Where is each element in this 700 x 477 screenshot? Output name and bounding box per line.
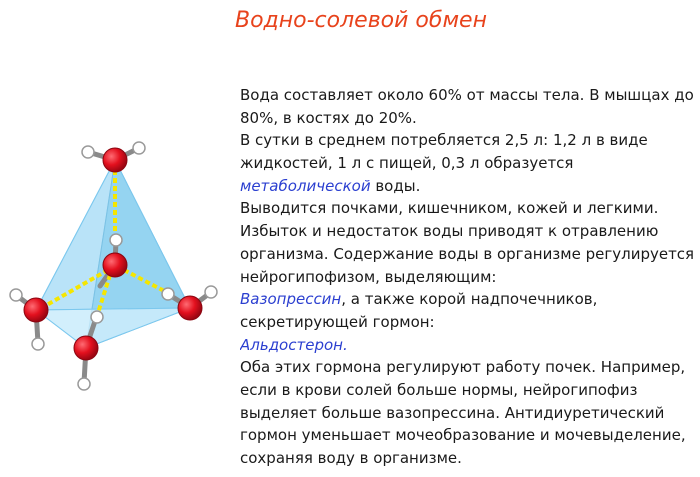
text-line (240, 288, 700, 311)
text-line (240, 266, 700, 289)
text-line (240, 84, 700, 107)
text-line (240, 356, 700, 379)
text-line (240, 129, 700, 152)
highlighted-term: Вазопрессин (240, 290, 342, 309)
text-line (240, 152, 700, 175)
text-segment: В сутки в среднем потребляется 2,5 л: 1,2 л в виде (240, 131, 648, 150)
text-segment: секретирующей гормон: (240, 312, 435, 331)
text-line (240, 447, 700, 470)
text-segment: 80%, в костях до 20%. (240, 108, 417, 127)
text-segment: если в крови солей больше нормы, нейрогипофиз (240, 380, 638, 399)
text-segment: сохраняя воду в организме. (240, 449, 462, 467)
pyramid-base (36, 308, 190, 348)
text-line (240, 175, 700, 198)
text-line (240, 220, 700, 243)
text-segment: воды. (370, 176, 421, 195)
highlighted-term: Альдостерон. (240, 335, 348, 354)
text-line (240, 334, 700, 357)
text-line (240, 379, 700, 402)
text-line (240, 424, 700, 447)
text-segment: жидкостей, 1 л с пищей, 0,3 л образуется (240, 154, 574, 173)
body-text (240, 84, 700, 470)
text-segment: Избыток и недостаток воды приводят к отравлению (240, 222, 659, 241)
text-line (240, 197, 700, 220)
text-segment: , а также корой надпочечников, (341, 290, 598, 309)
text-segment: Вода составляет около 60% от массы тела. В мышцах до (240, 86, 694, 104)
text-line (240, 402, 700, 425)
text-segment: Выводится почками, кишечником, кожей и легкими. (240, 199, 659, 218)
slide-title: Водно-солевой обмен (235, 8, 487, 33)
text-segment: выделяет больше вазопрессина. Антидиуретический (240, 403, 665, 422)
text-line (240, 243, 700, 266)
text-line (240, 311, 700, 334)
highlighted-term: метаболической (240, 176, 371, 195)
text-segment: нейрогипофизом, выделяющим: (240, 267, 497, 286)
text-segment: организма. Содержание воды в организме регулируется (240, 244, 695, 263)
water-tetrahedron-molecule-diagram (0, 130, 235, 400)
text-line (240, 107, 700, 130)
text-segment: Оба этих гормона регулируют работу почек. Например, (240, 358, 686, 377)
text-segment: гормон уменьшает мочеобразование и мочевыделение, (240, 426, 686, 445)
